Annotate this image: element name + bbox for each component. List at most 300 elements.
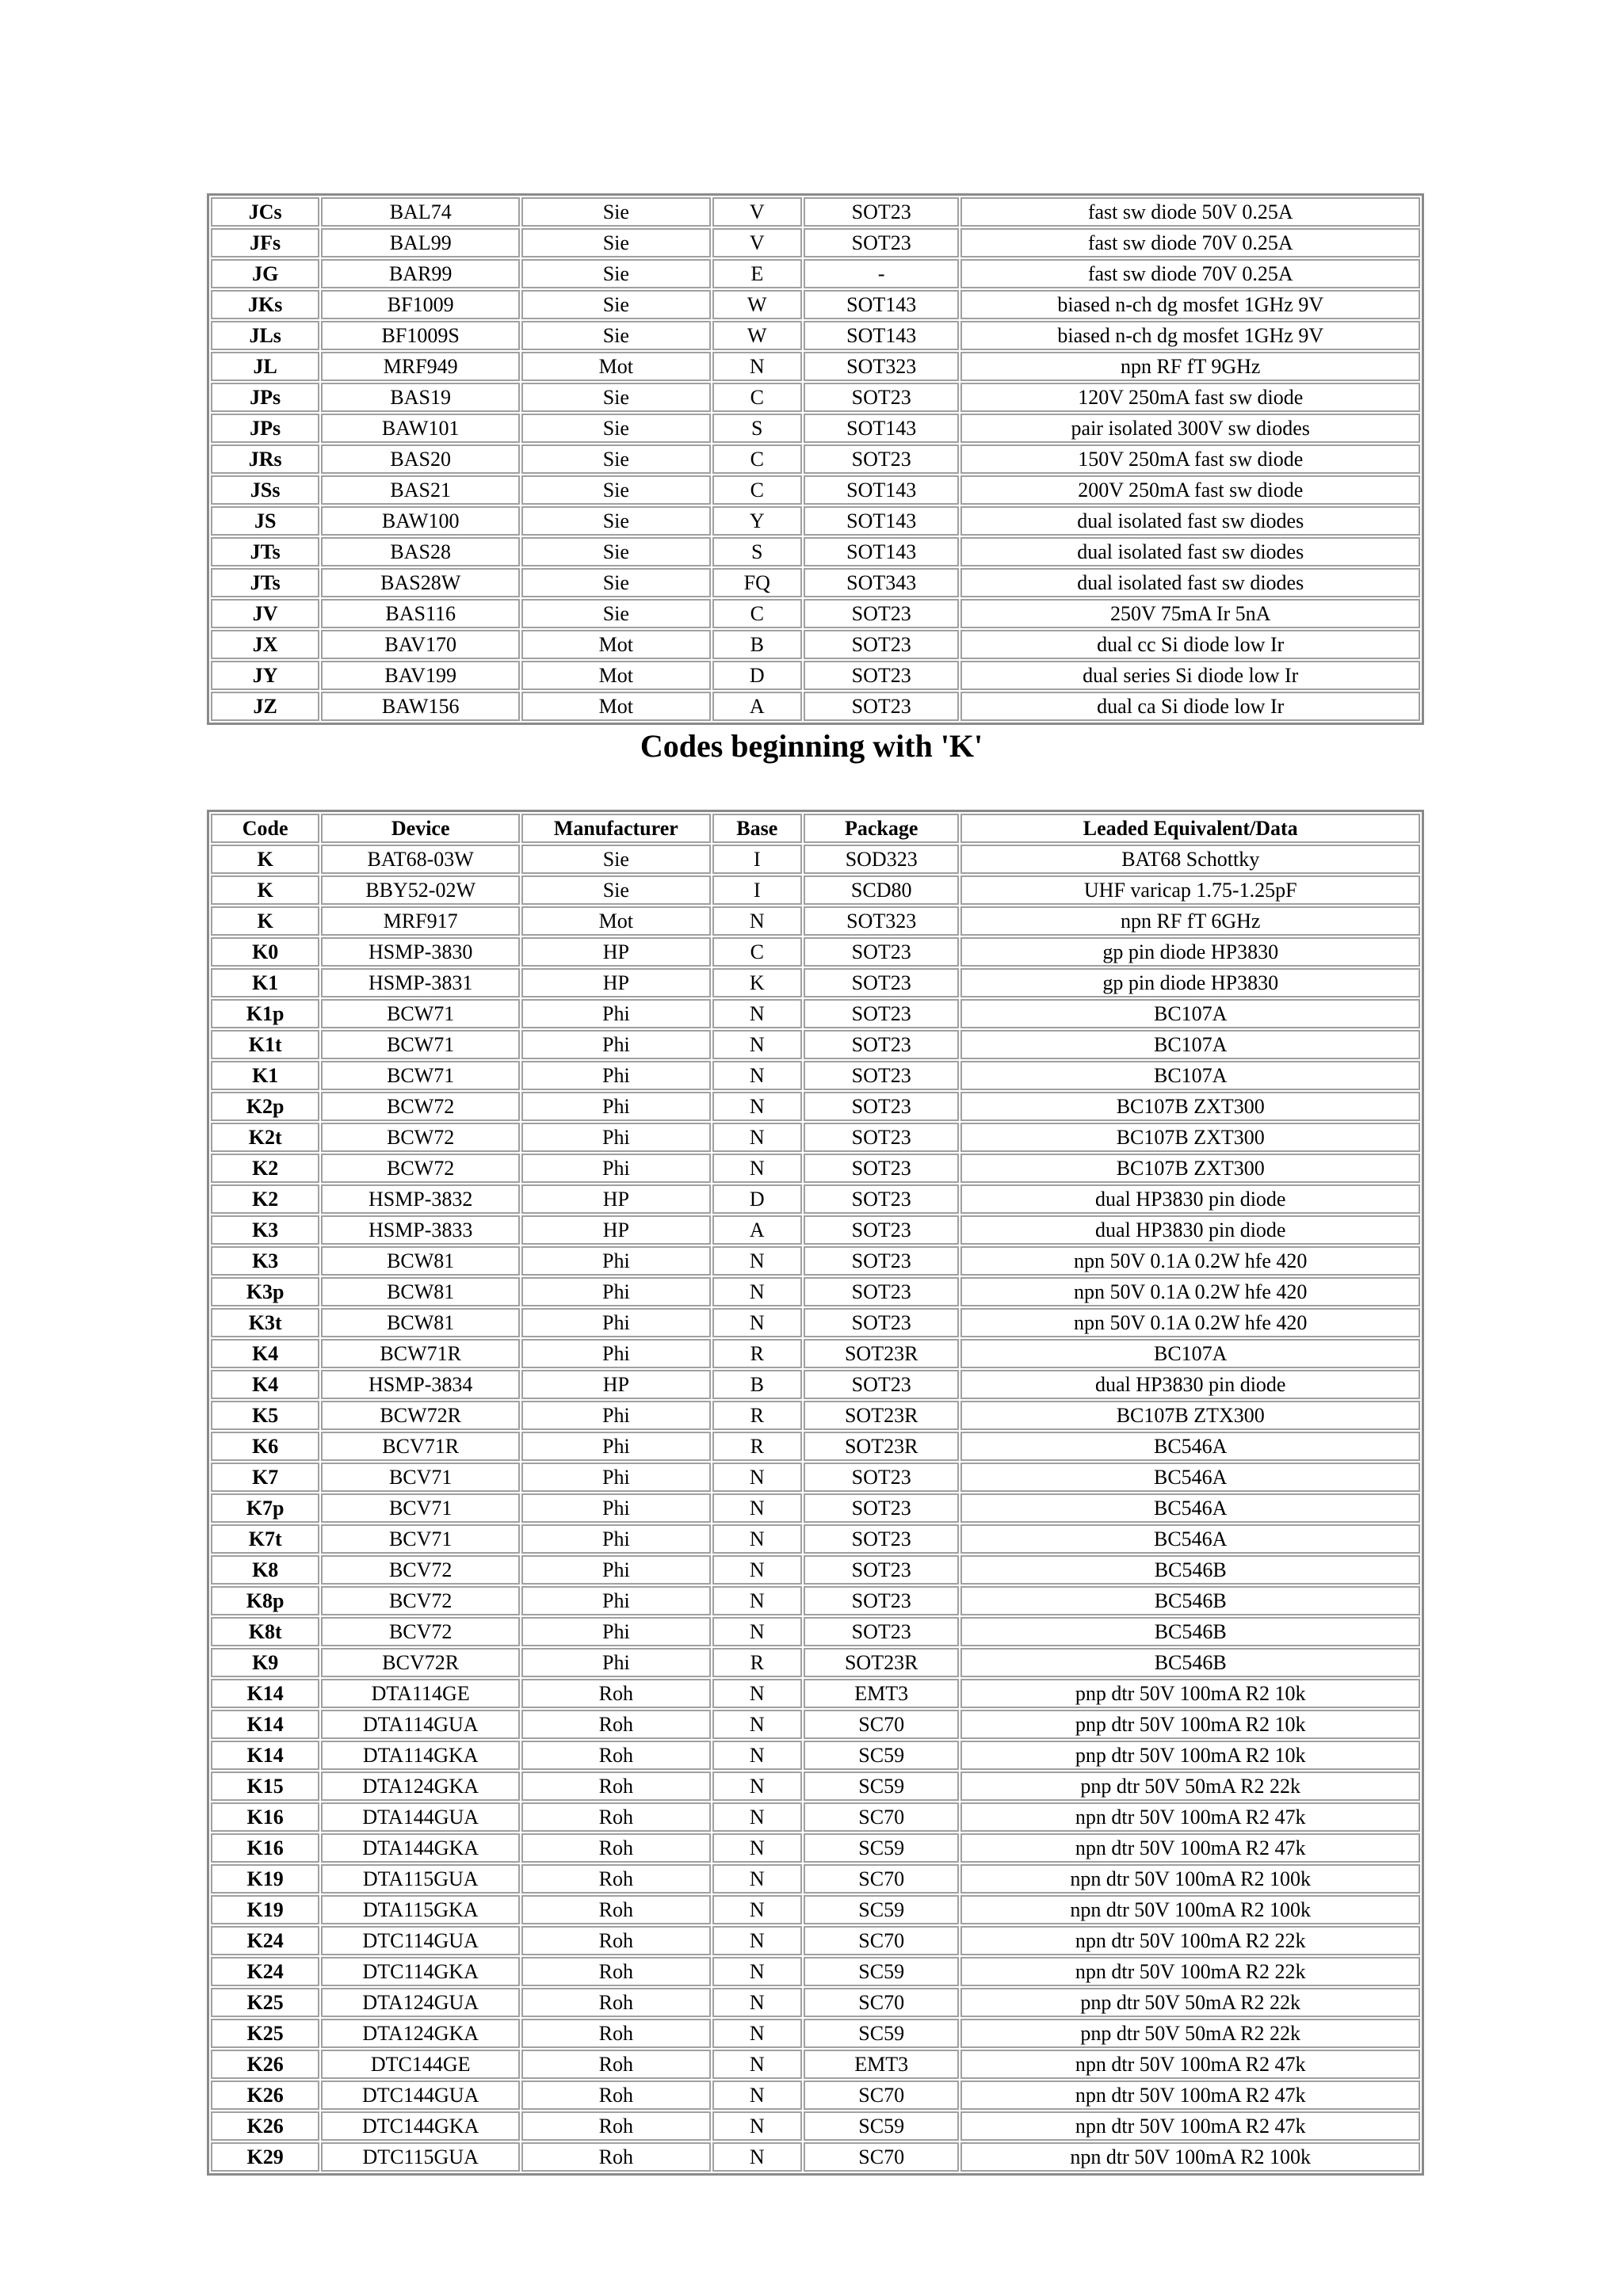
package-cell: SC59 [804, 2111, 960, 2141]
table-row [211, 1277, 1420, 1306]
base-cell: N [712, 1679, 802, 1708]
table-row [211, 2142, 1420, 2172]
package-cell: SOT23 [804, 383, 960, 412]
table-row [211, 968, 1420, 997]
device-cell: MRF917 [321, 906, 520, 936]
manufacturer-cell: Sie [521, 568, 711, 597]
code-cell: JPs [211, 414, 319, 443]
code-cell: K1t [211, 1030, 319, 1059]
package-cell: SOT23 [804, 1277, 960, 1306]
device-cell: HSMP-3832 [321, 1184, 520, 1214]
data-cell: BC546A [960, 1493, 1420, 1523]
manufacturer-cell: Sie [521, 197, 711, 227]
base-cell: N [712, 352, 802, 381]
codes-j-table [207, 193, 1424, 725]
table-row [211, 1308, 1420, 1337]
table-row [211, 1772, 1420, 1801]
base-cell: N [712, 1802, 802, 1832]
manufacturer-cell: Sie [521, 383, 711, 412]
data-cell: BC107B ZXT300 [960, 1092, 1420, 1121]
code-cell: K26 [211, 2081, 319, 2110]
code-cell: JSs [211, 475, 319, 505]
code-cell: JS [211, 506, 319, 536]
base-cell: N [712, 1308, 802, 1337]
device-cell: BCW72 [321, 1123, 520, 1152]
data-cell: fast sw diode 70V 0.25A [960, 228, 1420, 257]
device-cell: BCV72 [321, 1586, 520, 1615]
device-cell: BF1009 [321, 290, 520, 319]
package-cell: EMT3 [804, 2050, 960, 2079]
device-cell: BAW100 [321, 506, 520, 536]
package-cell: SOT23 [804, 1061, 960, 1090]
code-cell: JL [211, 352, 319, 381]
package-cell: SOT23 [804, 692, 960, 721]
base-cell: C [712, 383, 802, 412]
base-cell: N [712, 1833, 802, 1863]
code-cell: K2p [211, 1092, 319, 1121]
device-cell: BAS28 [321, 537, 520, 566]
table-row [211, 1555, 1420, 1585]
base-cell: D [712, 661, 802, 690]
device-cell: BAV170 [321, 630, 520, 659]
package-cell: SOT23 [804, 197, 960, 227]
device-cell: BAS20 [321, 444, 520, 474]
table-row [211, 414, 1420, 443]
package-cell: SOT23 [804, 1092, 960, 1121]
table-row [211, 999, 1420, 1028]
table-row [211, 875, 1420, 905]
device-cell: DTA124GUA [321, 1988, 520, 2017]
base-cell: N [712, 2142, 802, 2172]
code-cell: K25 [211, 1988, 319, 2017]
device-cell: BCV72R [321, 1648, 520, 1677]
data-cell: fast sw diode 50V 0.25A [960, 197, 1420, 227]
package-cell: - [804, 259, 960, 288]
table-row [211, 1586, 1420, 1615]
manufacturer-cell: Sie [521, 414, 711, 443]
manufacturer-cell: Sie [521, 875, 711, 905]
code-cell: K [211, 875, 319, 905]
table-row [211, 444, 1420, 474]
package-cell: SOD323 [804, 845, 960, 874]
base-cell: N [712, 1030, 802, 1059]
data-cell: BC546A [960, 1524, 1420, 1554]
data-cell: gp pin diode HP3830 [960, 937, 1420, 967]
package-cell: SOT23 [804, 1246, 960, 1276]
table-row [211, 937, 1420, 967]
base-cell: B [712, 1370, 802, 1399]
table-row [211, 1710, 1420, 1739]
manufacturer-cell: Sie [521, 537, 711, 566]
device-cell: DTA115GKA [321, 1895, 520, 1924]
code-cell: K1 [211, 1061, 319, 1090]
manufacturer-cell: Phi [521, 1123, 711, 1152]
code-cell: JLs [211, 321, 319, 350]
code-cell: K16 [211, 1833, 319, 1863]
header-leaded-equivalent: Leaded Equivalent/Data [960, 814, 1420, 843]
data-cell: dual isolated fast sw diodes [960, 568, 1420, 597]
package-cell: SC70 [804, 2142, 960, 2172]
code-cell: K14 [211, 1710, 319, 1739]
code-cell: JX [211, 630, 319, 659]
manufacturer-cell: Phi [521, 1617, 711, 1646]
package-cell: SOT23 [804, 937, 960, 967]
manufacturer-cell: Phi [521, 999, 711, 1028]
manufacturer-cell: Roh [521, 2142, 711, 2172]
device-cell: BAS116 [321, 599, 520, 628]
manufacturer-cell: Roh [521, 1679, 711, 1708]
package-cell: SOT23R [804, 1339, 960, 1368]
table-row [211, 661, 1420, 690]
package-cell: SOT143 [804, 537, 960, 566]
data-cell: npn 50V 0.1A 0.2W hfe 420 [960, 1308, 1420, 1337]
data-cell: npn dtr 50V 100mA R2 47k [960, 2081, 1420, 2110]
code-cell: K2 [211, 1184, 319, 1214]
base-cell: N [712, 1710, 802, 1739]
base-cell: R [712, 1339, 802, 1368]
base-cell: N [712, 1061, 802, 1090]
device-cell: BCV71 [321, 1524, 520, 1554]
manufacturer-cell: HP [521, 1215, 711, 1245]
code-cell: JRs [211, 444, 319, 474]
manufacturer-cell: Phi [521, 1277, 711, 1306]
package-cell: SOT143 [804, 506, 960, 536]
base-cell: S [712, 537, 802, 566]
table-row [211, 537, 1420, 566]
data-cell: BC546A [960, 1463, 1420, 1492]
manufacturer-cell: Roh [521, 1833, 711, 1863]
data-cell: gp pin diode HP3830 [960, 968, 1420, 997]
manufacturer-cell: Roh [521, 1926, 711, 1955]
base-cell: W [712, 321, 802, 350]
code-cell: JG [211, 259, 319, 288]
code-cell: K2 [211, 1154, 319, 1183]
package-cell: SOT23 [804, 1154, 960, 1183]
table-row [211, 1246, 1420, 1276]
data-cell: BC546B [960, 1586, 1420, 1615]
data-cell: npn dtr 50V 100mA R2 100k [960, 1864, 1420, 1894]
code-cell: K2t [211, 1123, 319, 1152]
table-row [211, 1493, 1420, 1523]
code-cell: JPs [211, 383, 319, 412]
code-cell: K29 [211, 2142, 319, 2172]
base-cell: N [712, 1246, 802, 1276]
code-cell: K24 [211, 1926, 319, 1955]
table-row [211, 259, 1420, 288]
manufacturer-cell: Mot [521, 352, 711, 381]
code-cell: K14 [211, 1679, 319, 1708]
manufacturer-cell: Phi [521, 1493, 711, 1523]
header-manufacturer: Manufacturer [521, 814, 711, 843]
base-cell: N [712, 1154, 802, 1183]
package-cell: SC59 [804, 2019, 960, 2048]
device-cell: BCW81 [321, 1246, 520, 1276]
manufacturer-cell: Roh [521, 2081, 711, 2110]
header-code: Code [211, 814, 319, 843]
device-cell: DTC114GKA [321, 1957, 520, 1986]
code-cell: K15 [211, 1772, 319, 1801]
base-cell: I [712, 845, 802, 874]
data-cell: dual series Si diode low Ir [960, 661, 1420, 690]
device-cell: DTA114GUA [321, 1710, 520, 1739]
table-row [211, 1215, 1420, 1245]
table-row [211, 1895, 1420, 1924]
manufacturer-cell: Phi [521, 1061, 711, 1090]
manufacturer-cell: Phi [521, 1463, 711, 1492]
header-row [211, 814, 1420, 843]
manufacturer-cell: Phi [521, 1339, 711, 1368]
device-cell: BAL74 [321, 197, 520, 227]
base-cell: N [712, 1926, 802, 1955]
device-cell: HSMP-3834 [321, 1370, 520, 1399]
manufacturer-cell: Phi [521, 1432, 711, 1461]
device-cell: BF1009S [321, 321, 520, 350]
manufacturer-cell: HP [521, 968, 711, 997]
data-cell: dual HP3830 pin diode [960, 1215, 1420, 1245]
code-cell: K19 [211, 1864, 319, 1894]
table-row [211, 2111, 1420, 2141]
code-cell: K3 [211, 1215, 319, 1245]
code-cell: K1 [211, 968, 319, 997]
table-row [211, 906, 1420, 936]
manufacturer-cell: Sie [521, 845, 711, 874]
code-cell: JTs [211, 537, 319, 566]
package-cell: SOT23 [804, 1493, 960, 1523]
table-row [211, 1988, 1420, 2017]
table-row [211, 1802, 1420, 1832]
base-cell: N [712, 2019, 802, 2048]
data-cell: pnp dtr 50V 100mA R2 10k [960, 1679, 1420, 1708]
header-device: Device [321, 814, 520, 843]
base-cell: N [712, 1123, 802, 1152]
code-cell: K26 [211, 2050, 319, 2079]
data-cell: BC546B [960, 1555, 1420, 1585]
table-row [211, 1123, 1420, 1152]
data-cell: npn dtr 50V 100mA R2 47k [960, 1833, 1420, 1863]
data-cell: dual isolated fast sw diodes [960, 537, 1420, 566]
base-cell: N [712, 2111, 802, 2141]
table-row [211, 475, 1420, 505]
base-cell: N [712, 1957, 802, 1986]
package-cell: SOT23 [804, 630, 960, 659]
code-cell: K19 [211, 1895, 319, 1924]
base-cell: N [712, 1864, 802, 1894]
package-cell: SOT23 [804, 1215, 960, 1245]
data-cell: BC107B ZTX300 [960, 1401, 1420, 1430]
manufacturer-cell: Sie [521, 321, 711, 350]
manufacturer-cell: Sie [521, 290, 711, 319]
base-cell: V [712, 197, 802, 227]
table-row [211, 1679, 1420, 1708]
table-row [211, 506, 1420, 536]
device-cell: BCW72 [321, 1154, 520, 1183]
package-cell: SC70 [804, 1926, 960, 1955]
manufacturer-cell: Roh [521, 1802, 711, 1832]
device-cell: DTC144GKA [321, 2111, 520, 2141]
base-cell: V [712, 228, 802, 257]
device-cell: BCW81 [321, 1277, 520, 1306]
base-cell: D [712, 1184, 802, 1214]
manufacturer-cell: HP [521, 1370, 711, 1399]
data-cell: 200V 250mA fast sw diode [960, 475, 1420, 505]
base-cell: N [712, 906, 802, 936]
package-cell: SC59 [804, 1957, 960, 1986]
package-cell: SOT23 [804, 1463, 960, 1492]
manufacturer-cell: Phi [521, 1092, 711, 1121]
base-cell: N [712, 1772, 802, 1801]
package-cell: SOT323 [804, 906, 960, 936]
base-cell: E [712, 259, 802, 288]
manufacturer-cell: Roh [521, 1864, 711, 1894]
device-cell: DTA114GE [321, 1679, 520, 1708]
package-cell: SOT23 [804, 228, 960, 257]
package-cell: SOT23 [804, 999, 960, 1028]
base-cell: N [712, 1988, 802, 2017]
package-cell: SOT23 [804, 1184, 960, 1214]
code-cell: K3p [211, 1277, 319, 1306]
code-cell: K8p [211, 1586, 319, 1615]
manufacturer-cell: Mot [521, 692, 711, 721]
package-cell: SOT343 [804, 568, 960, 597]
table-row [211, 1401, 1420, 1430]
table-row [211, 1648, 1420, 1677]
base-cell: N [712, 1524, 802, 1554]
base-cell: A [712, 692, 802, 721]
device-cell: BAT68-03W [321, 845, 520, 874]
codes-k-table [207, 810, 1424, 2176]
data-cell: BC107A [960, 1339, 1420, 1368]
data-cell: pnp dtr 50V 50mA R2 22k [960, 1988, 1420, 2017]
manufacturer-cell: Phi [521, 1586, 711, 1615]
manufacturer-cell: Phi [521, 1555, 711, 1585]
base-cell: N [712, 1617, 802, 1646]
device-cell: BCW71R [321, 1339, 520, 1368]
package-cell: SC70 [804, 1988, 960, 2017]
manufacturer-cell: Roh [521, 1741, 711, 1770]
data-cell: BAT68 Schottky [960, 845, 1420, 874]
data-cell: BC546A [960, 1432, 1420, 1461]
data-cell: dual HP3830 pin diode [960, 1370, 1420, 1399]
data-cell: npn RF fT 9GHz [960, 352, 1420, 381]
manufacturer-cell: Roh [521, 1895, 711, 1924]
device-cell: HSMP-3833 [321, 1215, 520, 1245]
table-row [211, 2019, 1420, 2048]
package-cell: SC59 [804, 1741, 960, 1770]
device-cell: BCV72 [321, 1555, 520, 1585]
table-row [211, 1092, 1420, 1121]
package-cell: SOT23 [804, 1586, 960, 1615]
header-base: Base [712, 814, 802, 843]
package-cell: SOT323 [804, 352, 960, 381]
package-cell: SOT23 [804, 1617, 960, 1646]
data-cell: UHF varicap 1.75-1.25pF [960, 875, 1420, 905]
table-row [211, 1370, 1420, 1399]
device-cell: BCW81 [321, 1308, 520, 1337]
manufacturer-cell: Phi [521, 1401, 711, 1430]
table-row [211, 1741, 1420, 1770]
data-cell: 120V 250mA fast sw diode [960, 383, 1420, 412]
table-row [211, 1184, 1420, 1214]
base-cell: N [712, 1463, 802, 1492]
package-cell: SC70 [804, 1802, 960, 1832]
code-cell: K [211, 845, 319, 874]
base-cell: N [712, 1277, 802, 1306]
manufacturer-cell: Mot [521, 661, 711, 690]
data-cell: dual isolated fast sw diodes [960, 506, 1420, 536]
manufacturer-cell: Roh [521, 2050, 711, 2079]
code-cell: JV [211, 599, 319, 628]
package-cell: SOT23 [804, 444, 960, 474]
device-cell: BCW72 [321, 1092, 520, 1121]
base-cell: R [712, 1401, 802, 1430]
base-cell: R [712, 1648, 802, 1677]
device-cell: HSMP-3831 [321, 968, 520, 997]
table-row [211, 1617, 1420, 1646]
manufacturer-cell: Mot [521, 630, 711, 659]
manufacturer-cell: Sie [521, 228, 711, 257]
code-cell: K7 [211, 1463, 319, 1492]
code-cell: K9 [211, 1648, 319, 1677]
base-cell: N [712, 1586, 802, 1615]
device-cell: BAL99 [321, 228, 520, 257]
device-cell: BAV199 [321, 661, 520, 690]
package-cell: SC59 [804, 1895, 960, 1924]
device-cell: BCV71 [321, 1463, 520, 1492]
code-cell: JTs [211, 568, 319, 597]
base-cell: K [712, 968, 802, 997]
package-cell: SOT143 [804, 321, 960, 350]
data-cell: npn dtr 50V 100mA R2 47k [960, 2050, 1420, 2079]
package-cell: SOT23R [804, 1648, 960, 1677]
device-cell: DTA144GUA [321, 1802, 520, 1832]
data-cell: biased n-ch dg mosfet 1GHz 9V [960, 290, 1420, 319]
data-cell: biased n-ch dg mosfet 1GHz 9V [960, 321, 1420, 350]
table-row [211, 1061, 1420, 1090]
package-cell: SOT23 [804, 1370, 960, 1399]
data-cell: BC107B ZXT300 [960, 1154, 1420, 1183]
manufacturer-cell: Mot [521, 906, 711, 936]
manufacturer-cell: Phi [521, 1648, 711, 1677]
header-package: Package [804, 814, 960, 843]
table-row [211, 228, 1420, 257]
package-cell: SC70 [804, 1864, 960, 1894]
code-cell: K25 [211, 2019, 319, 2048]
data-cell: 150V 250mA fast sw diode [960, 444, 1420, 474]
manufacturer-cell: Roh [521, 1957, 711, 1986]
data-cell: pair isolated 300V sw diodes [960, 414, 1420, 443]
manufacturer-cell: Phi [521, 1154, 711, 1183]
manufacturer-cell: Phi [521, 1308, 711, 1337]
package-cell: SOT143 [804, 414, 960, 443]
device-cell: DTC114GUA [321, 1926, 520, 1955]
device-cell: HSMP-3830 [321, 937, 520, 967]
manufacturer-cell: Phi [521, 1524, 711, 1554]
package-cell: SOT143 [804, 290, 960, 319]
data-cell: dual HP3830 pin diode [960, 1184, 1420, 1214]
package-cell: SOT23R [804, 1401, 960, 1430]
table-row [211, 1432, 1420, 1461]
code-cell: K8t [211, 1617, 319, 1646]
base-cell: Y [712, 506, 802, 536]
device-cell: BCV72 [321, 1617, 520, 1646]
data-cell: npn 50V 0.1A 0.2W hfe 420 [960, 1277, 1420, 1306]
data-cell: pnp dtr 50V 50mA R2 22k [960, 1772, 1420, 1801]
device-cell: BCV71 [321, 1493, 520, 1523]
device-cell: BAW101 [321, 414, 520, 443]
package-cell: SC59 [804, 1772, 960, 1801]
device-cell: DTA115GUA [321, 1864, 520, 1894]
manufacturer-cell: Sie [521, 259, 711, 288]
